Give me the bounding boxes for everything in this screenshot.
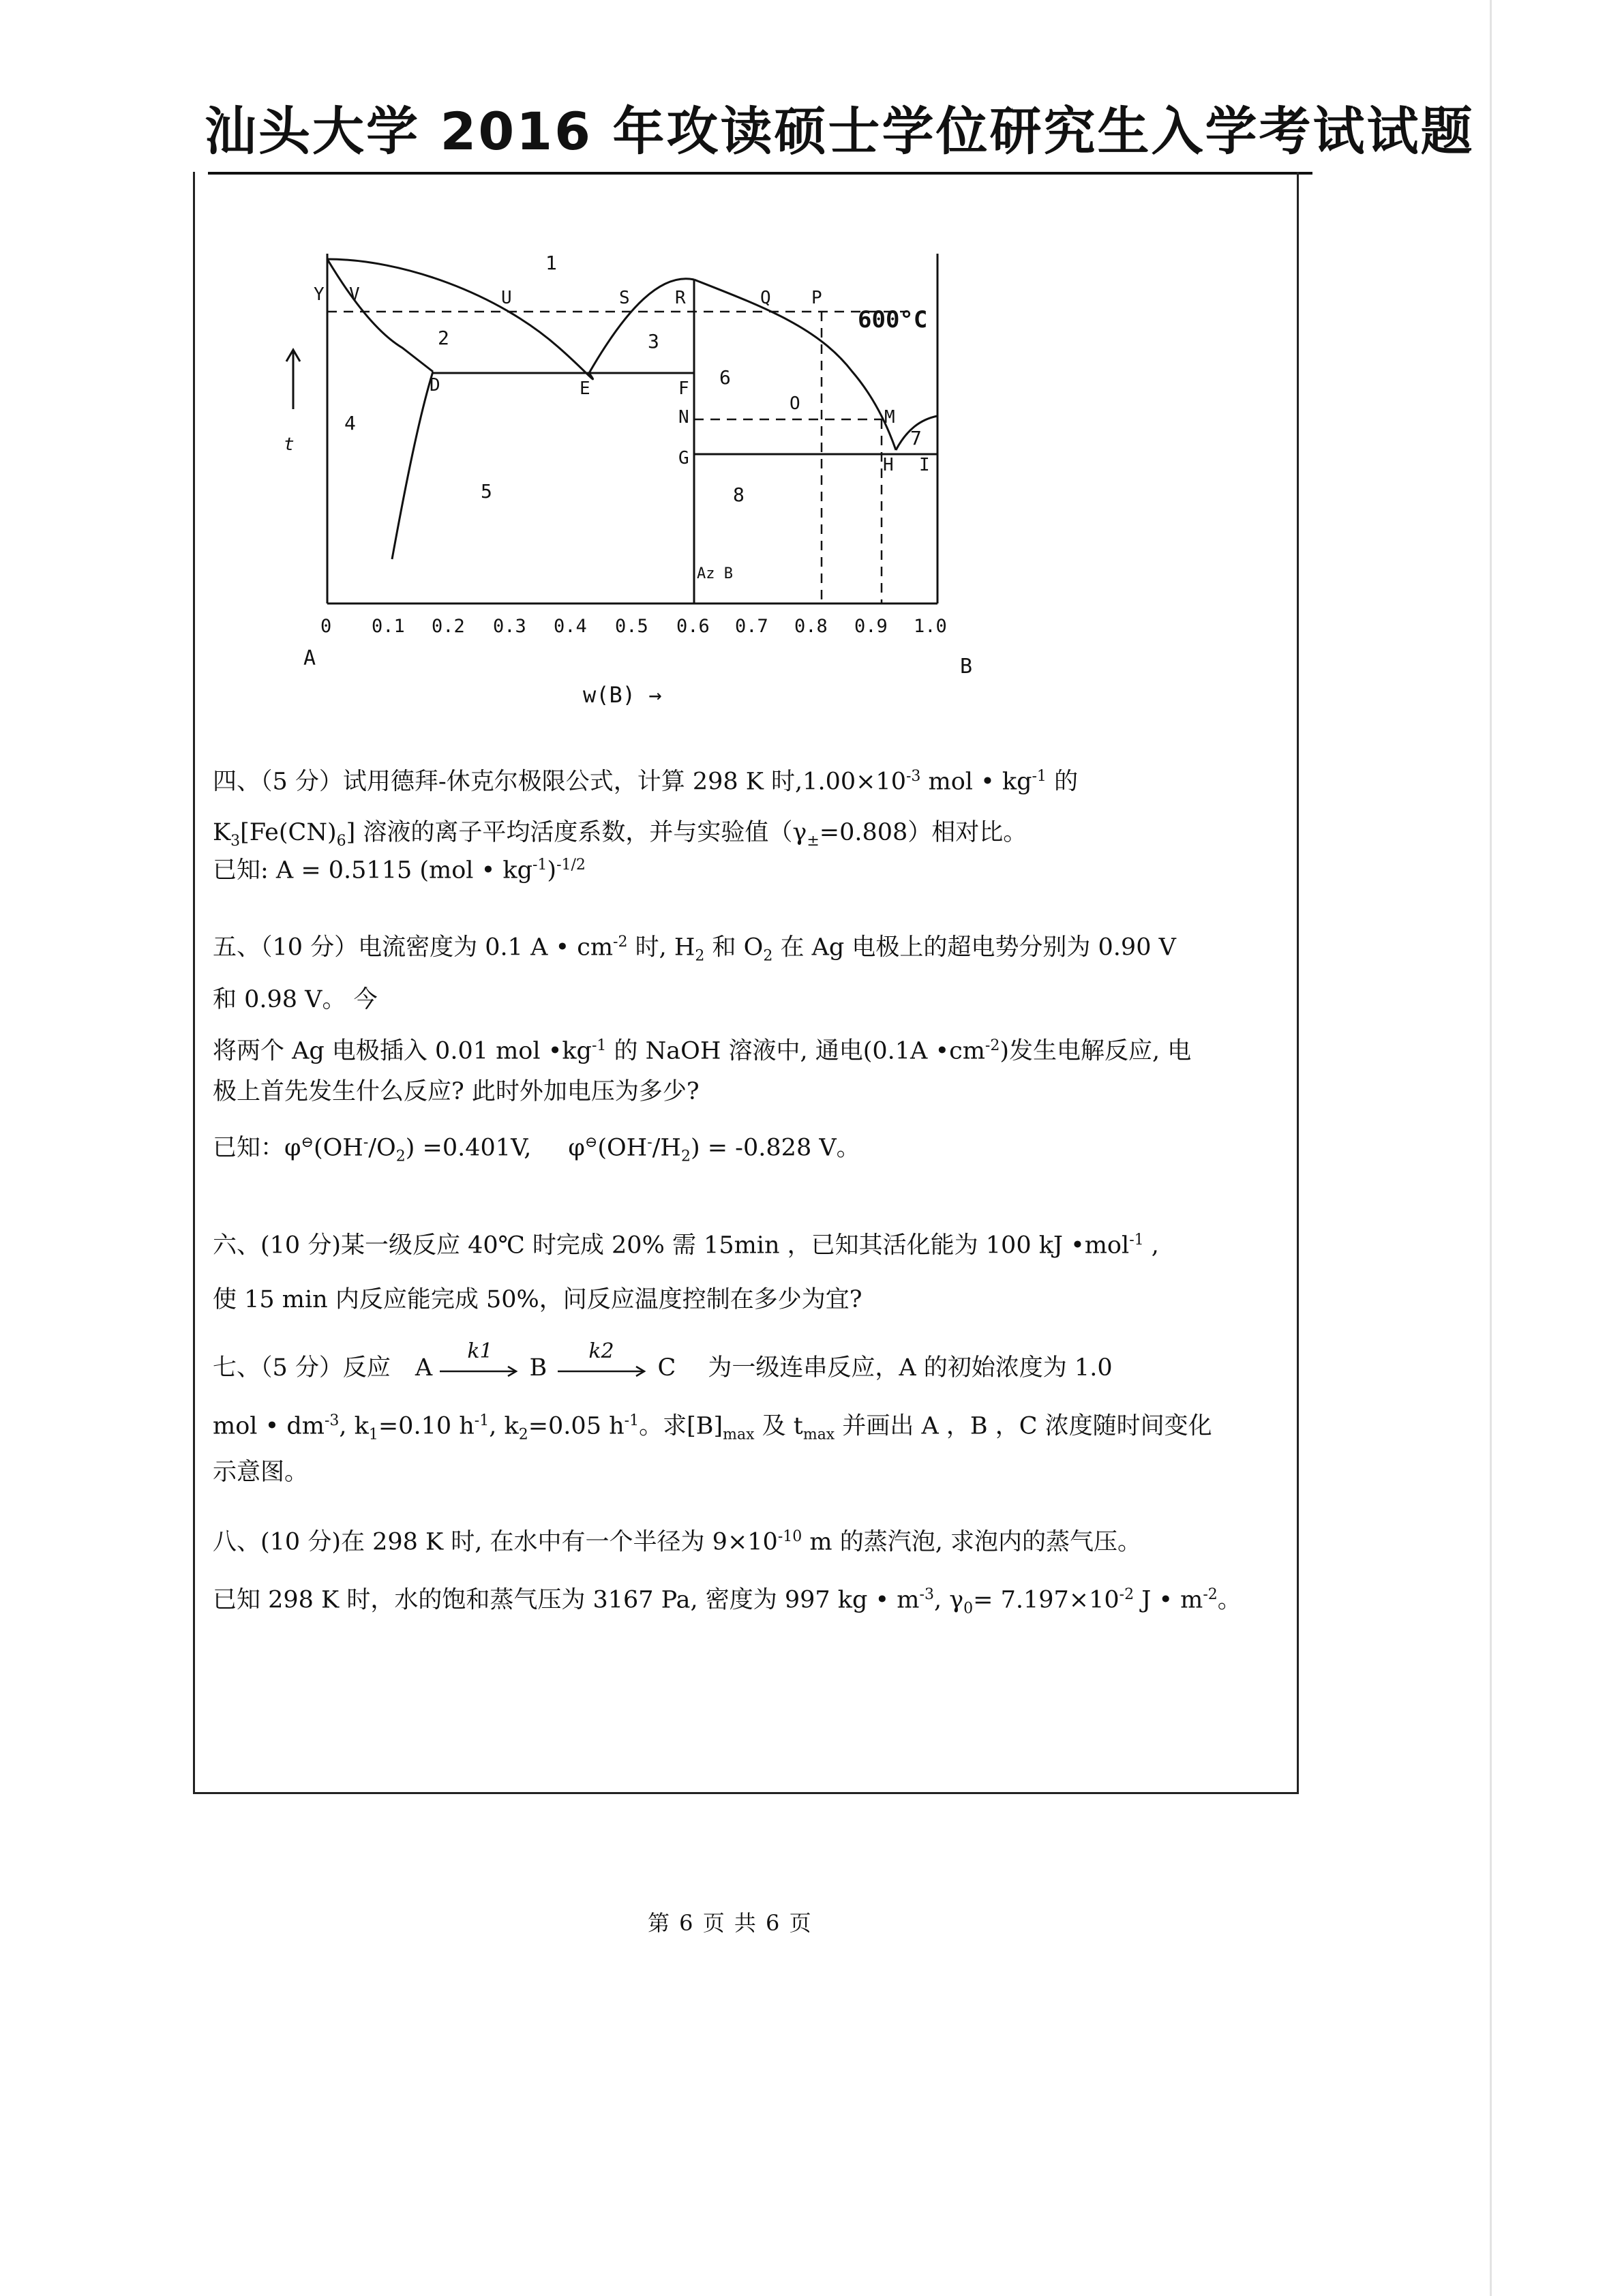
question-6-line-2: 使 15 min 内反应能完成 50%，问反应温度控制在多少为宜?	[213, 1286, 862, 1313]
region-label-2: 2	[438, 327, 449, 349]
question-4-line-1: 四、（5 分）试用德拜-休克尔极限公式，计算 298 K 时$,1.00\times 10^{-3}$ mol • $kg^{-1}$ 的	[213, 768, 1079, 796]
point-label-D: D	[430, 375, 440, 396]
x-tick-label: 0.4	[554, 616, 587, 637]
page-number: 第 6 页 共 6 页	[648, 1910, 813, 1936]
x-axis-label: w(B) →	[583, 682, 662, 708]
isotherm-label: 600°C	[858, 306, 928, 333]
reaction-arrow-k2: k2	[554, 1359, 650, 1380]
x-tick-label: 1.0	[914, 616, 947, 637]
x-tick-label: 0.2	[432, 616, 465, 637]
region-label-5: 5	[481, 480, 492, 503]
question-8-line-2: 已知 298 K 时，水的饱和蒸气压为 3167 Pa, 密度为 997 kg • $m^{-3}$, $\gamma_0= 7.197\times 10^{-2}$ J • $m^{-2}$。	[213, 1586, 1242, 1617]
point-label-Y: Y	[314, 284, 325, 305]
component-label-B: B	[960, 655, 973, 679]
x-tick-label: 0.3	[493, 616, 526, 637]
question-4-line-3: 已知: A = 0.5115 (mol • $kg^{-1})^{-1/2}$	[213, 856, 586, 884]
solidus-left	[327, 259, 433, 372]
x-tick-label: 0.8	[794, 616, 828, 637]
point-label-R: R	[675, 288, 686, 308]
question-5-line-4: 极上首先发生什么反应? 此时外加电压为多少?	[213, 1078, 700, 1105]
point-label-I: I	[919, 455, 930, 475]
question-5-line-2: 和 0.98 V。 今	[213, 986, 378, 1013]
point-label-F: F	[678, 378, 689, 399]
question-5-line-3: 将两个 Ag 电极插入 0.01 mol $•kg^{-1}$ 的 NaOH 溶液中, 通电(0.1A $•cm^{-2}$)发生电解反应, 电	[213, 1037, 1192, 1065]
liquidus-left	[327, 259, 593, 379]
point-label-N: N	[678, 407, 689, 428]
point-label-P: P	[811, 288, 822, 308]
question-5-line-5: 已知：$\varphi^⊖(OH^-/O_2) =0.401V$, $\varphi^⊖(OH^-/H_2) = -0.828$ V。	[213, 1134, 860, 1165]
point-label-U: U	[501, 288, 512, 308]
point-label-G: G	[678, 448, 689, 468]
reaction-arrow-k1: k1	[440, 1359, 522, 1380]
question-7-line-3: 示意图。	[213, 1459, 309, 1486]
point-label-E: E	[580, 378, 590, 399]
point-label-O: O	[790, 393, 800, 414]
question-6-line-1: 六、(10 分)某一级反应 40℃ 时完成 20% 需 15min ，已知其活化能为 100 kJ •mol$^{-1}$ ,	[213, 1232, 1159, 1259]
liquidus-compound-right	[694, 280, 896, 450]
point-label-H: H	[883, 455, 894, 475]
x-tick-label: 0.1	[372, 616, 405, 637]
region-label-1: 1	[545, 252, 557, 274]
point-label-V: V	[349, 284, 360, 305]
compound-label: Az B	[697, 565, 733, 582]
region-label-6: 6	[719, 366, 731, 389]
page-title: 汕头大学 2016 年攻读硕士学位研究生入学考试试题	[205, 101, 1475, 162]
question-7-line-2: mol • $dm^{-3}$, $k_1=0.10$ $h^{-1}$, $k_2=0.05$ $h^{-1}$。求$[B]_{max}$ 及 $t_{max}$ 并画出 A ，B ，C 浓度随时间变化	[213, 1412, 1212, 1444]
y-axis-label: t	[284, 434, 295, 455]
region-label-7: 7	[910, 427, 922, 449]
point-label-S: S	[619, 288, 630, 308]
question-7-line-1: 七、（5 分）反应 A k1 B k2 C 为一级连串反应，A 的初始浓度为 1.0	[213, 1339, 1113, 1382]
point-label-M: M	[884, 407, 895, 428]
x-tick-label: 0.6	[676, 616, 710, 637]
question-5-line-1: 五、（10 分）电流密度为 0.1 A • $cm^{-2}$ 时, $H_2$ 和 $O_2$ 在 Ag 电极上的超电势分别为 0.90 V	[213, 934, 1176, 965]
region-label-8: 8	[733, 483, 745, 506]
region-label-4: 4	[344, 412, 356, 434]
x-tick-label: 0	[320, 616, 332, 637]
component-label-A: A	[303, 646, 316, 670]
question-8-line-1: 八、(10 分)在 298 K 时, 在水中有一个半径为 $9\times 10^{-10}$ m 的蒸汽泡, 求泡内的蒸气压。	[213, 1528, 1141, 1556]
point-label-Q: Q	[760, 288, 771, 308]
region-label-3: 3	[648, 330, 659, 353]
x-tick-label: 0.7	[735, 616, 768, 637]
solid-solution-boundary	[392, 372, 433, 559]
question-4-line-2: $K_3[Fe(CN)_6]$ 溶液的离子平均活度系数，并与实验值$(\gamma_\pm=0.808)$相对比。	[213, 819, 1027, 850]
x-tick-label: 0.9	[854, 616, 888, 637]
x-tick-label: 0.5	[615, 616, 648, 637]
phase-diagram	[273, 225, 973, 716]
scan-edge-line	[1490, 0, 1492, 2296]
